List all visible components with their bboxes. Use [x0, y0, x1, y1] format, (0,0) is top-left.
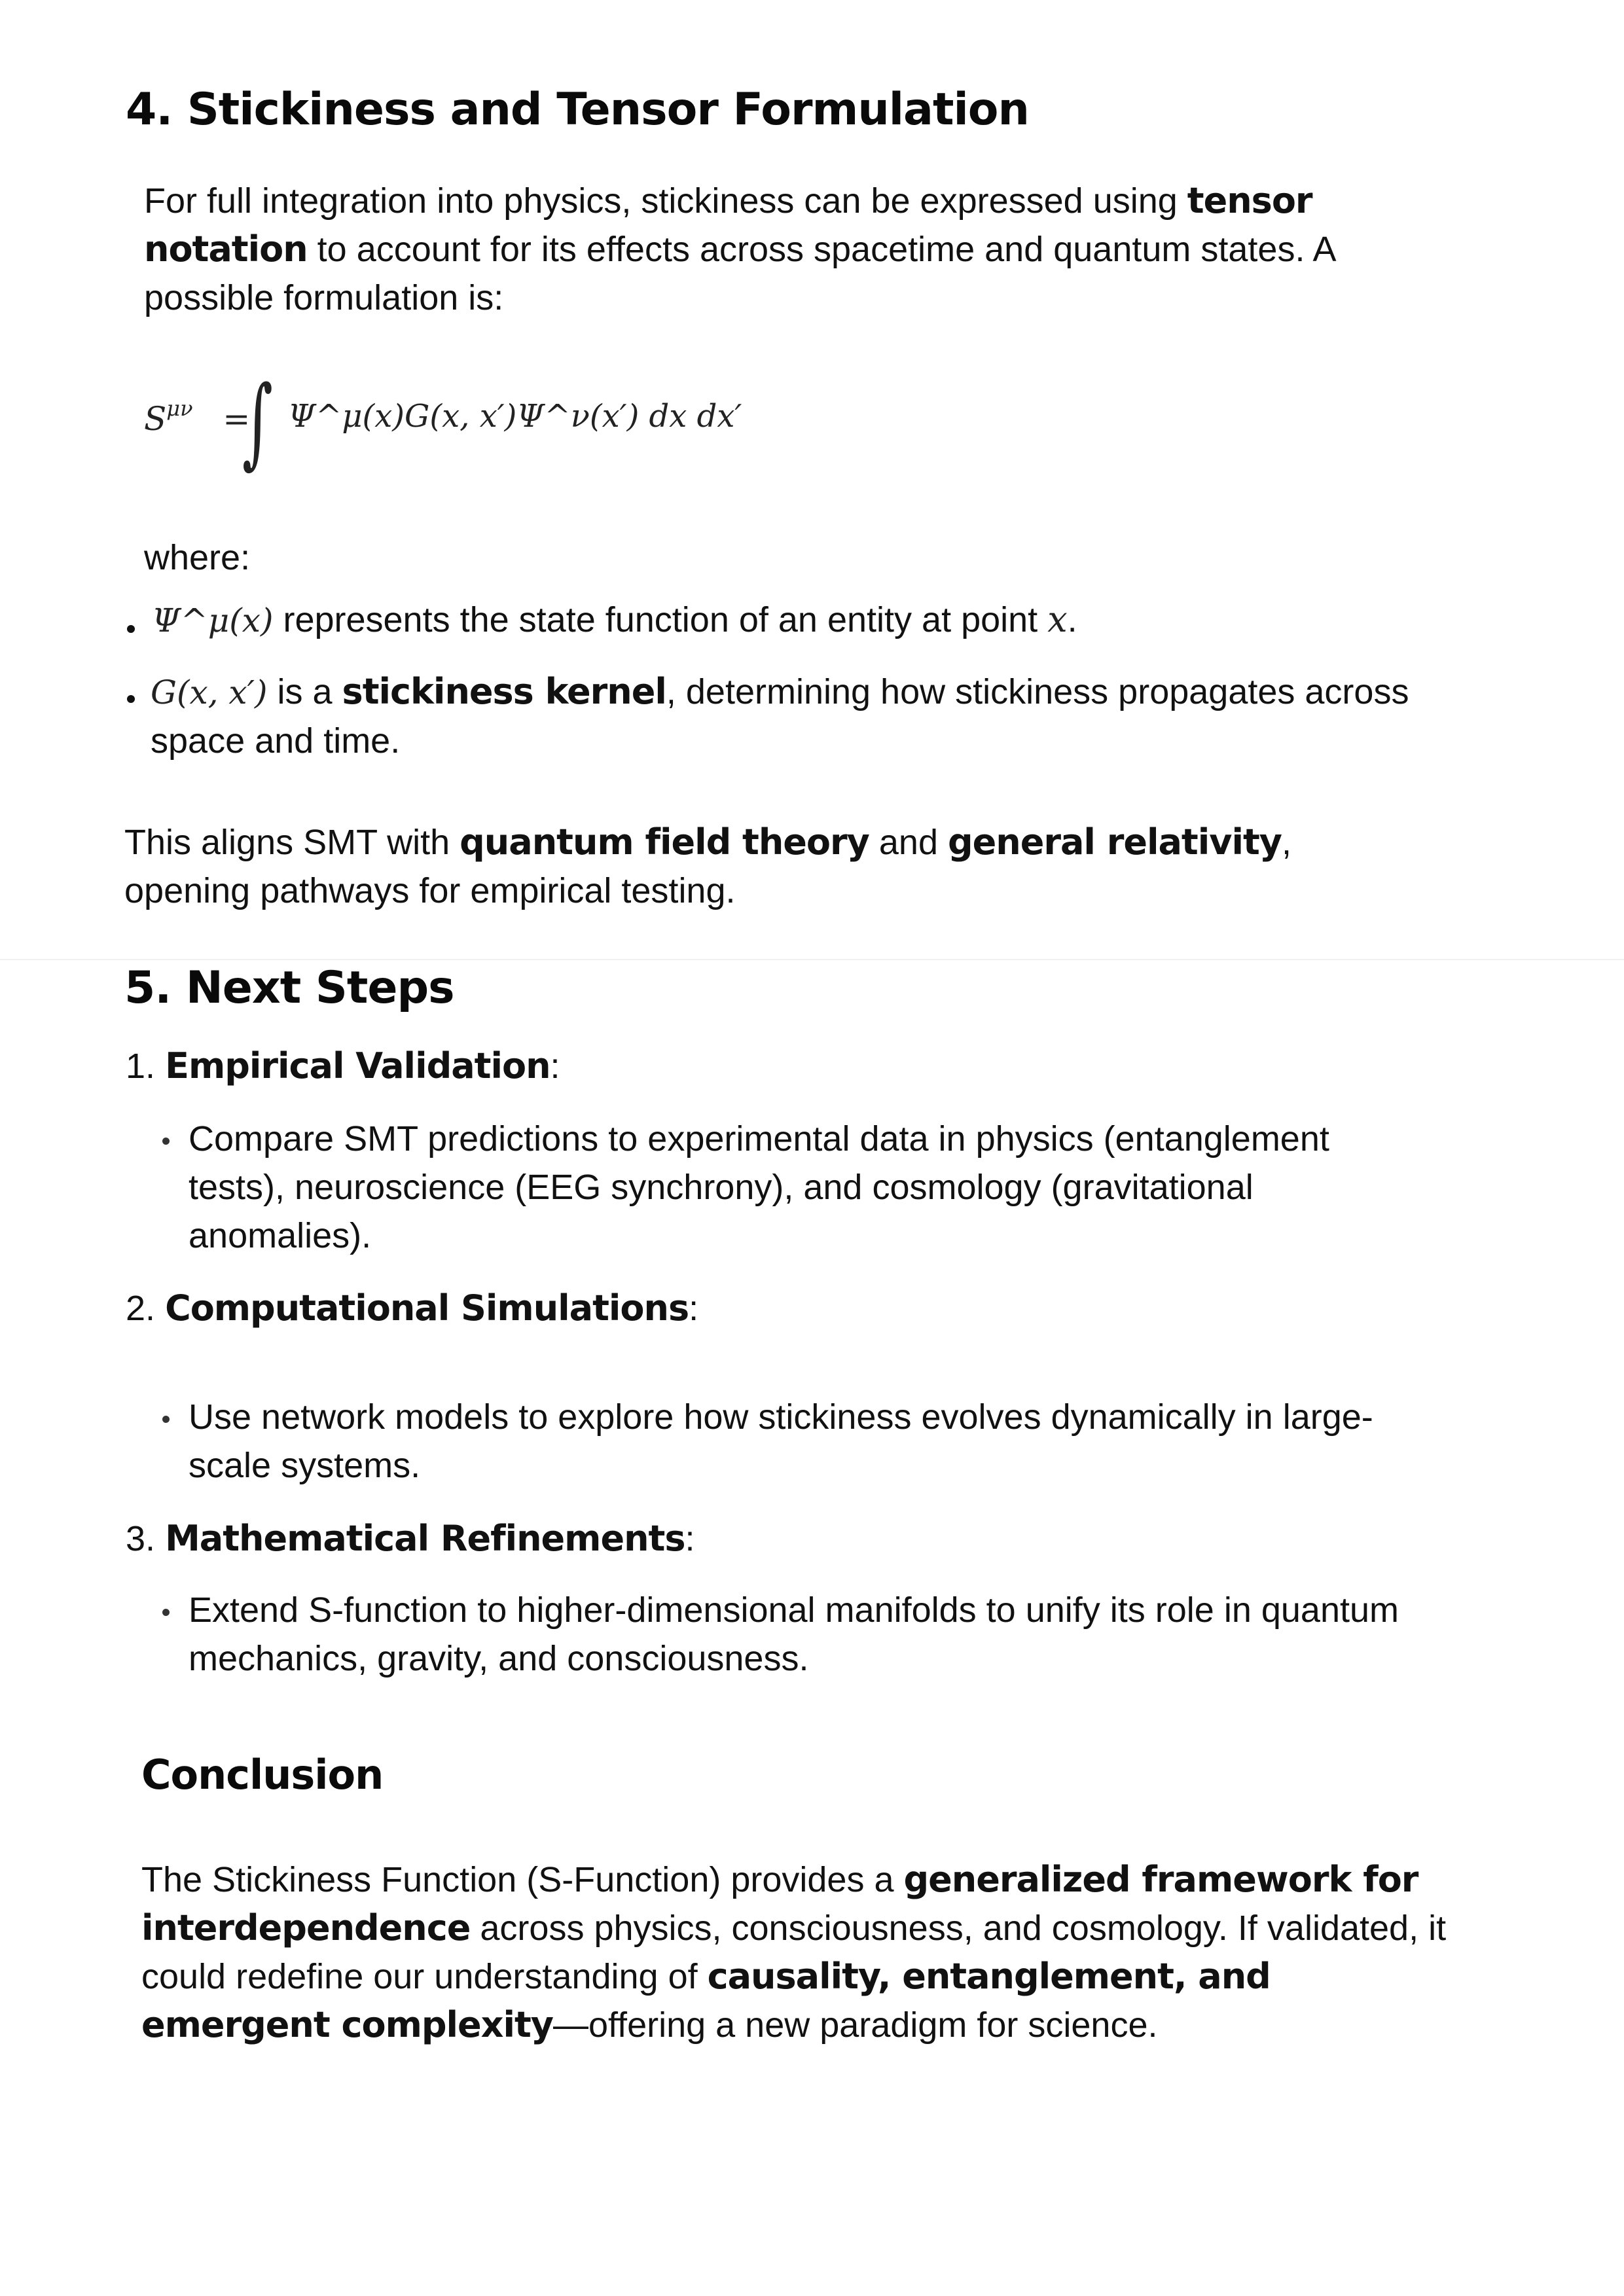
next-step-1: 1. Empirical Validation: [126, 1045, 560, 1086]
next-step-1-detail: Compare SMT predictions to experimental data in physics (entanglement tests), neuroscience (EEG synchrony), and cosmology (gravitational anomalies). [189, 1119, 1329, 1255]
equation-lhs: S [144, 400, 167, 438]
next-step-2-detail: Use network models to explore how stickiness evolves dynamically in large-scale systems. [189, 1397, 1373, 1485]
section-4-intro: For full integration into physics, stickiness can be expressed using tensor notation to account for its effects across spacetime and quantum states. A possible formulation is: [144, 180, 1335, 317]
bullet-dot [162, 1138, 170, 1145]
equation-lhs-sup: μν [166, 396, 193, 421]
section-4-heading: 4. Stickiness and Tensor Formulation [126, 84, 1029, 135]
next-step-3-detail: Extend S-function to higher-dimensional manifolds to unify its role in quantum mechanics, gravity, and consciousness. [189, 1590, 1399, 1678]
equation-rhs: Ψ^μ(x)G(x, x′)Ψ^ν(x′) dx dx′ [288, 398, 742, 435]
section-4-closing: This aligns SMT with quantum field theory and general relativity, opening pathways for empirical testing. [124, 821, 1291, 910]
next-step-3: 3. Mathematical Refinements: [126, 1518, 695, 1559]
next-step-2: 2. Computational Simulations: [126, 1287, 699, 1329]
tensor-equation [144, 396, 250, 438]
equation-equals: = [223, 400, 251, 438]
section-5-heading: 5. Next Steps [124, 962, 454, 1014]
section-divider [0, 959, 1624, 960]
conclusion-heading: Conclusion [141, 1751, 384, 1799]
bullet-stickiness-kernel: G(x, x′) is a stickiness kernel, determining how stickiness propagates across space and time. [151, 671, 1409, 761]
bullet-dot [162, 1416, 170, 1423]
bullet-dot [162, 1609, 170, 1616]
bullet-dot [127, 695, 135, 703]
conclusion-text: The Stickiness Function (S-Function) provides a generalized framework for interdependence across physics, consciousness, and cosmology. If validated, it could redefine our understanding of causality, entanglement, and emergent complexity—offering a new paradigm for science. [141, 1859, 1447, 2045]
where-label: where: [144, 538, 251, 577]
integral-symbol: ∫ [242, 365, 273, 479]
bullet-dot [127, 625, 135, 633]
bullet-state-function: Ψ^μ(x) represents the state function of an entity at point x. [152, 599, 1077, 640]
